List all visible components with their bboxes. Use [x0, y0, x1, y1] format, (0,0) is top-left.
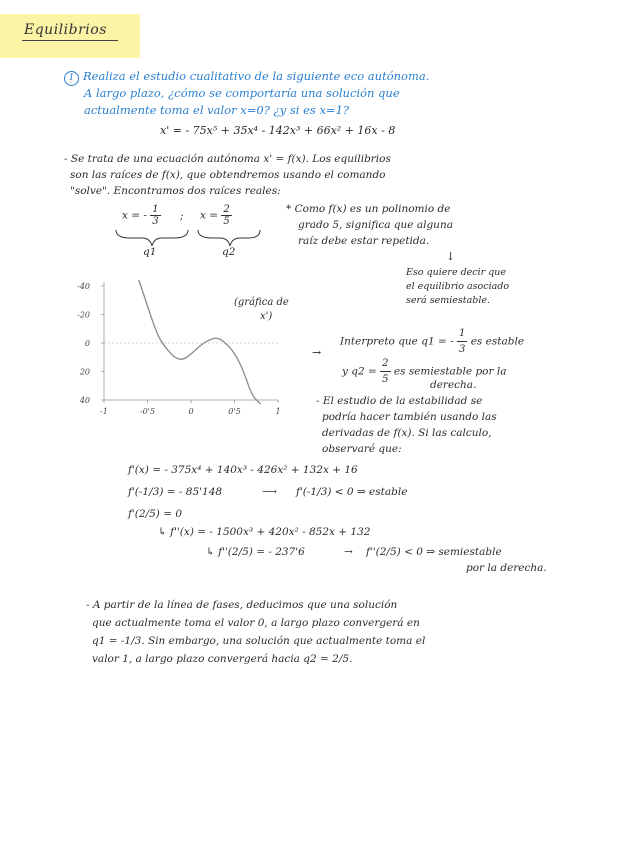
root-1-prefix: x = - [122, 209, 147, 222]
root-2-fraction [221, 204, 231, 227]
root-2-den: 5 [223, 216, 230, 227]
y-tick-label: 0 [84, 339, 90, 348]
second-derivative-eval: ↳ f''(2/5) = - 237'6 [206, 546, 305, 558]
interp-2-fraction [380, 356, 390, 387]
interpretation-line-2 [342, 356, 506, 387]
interpretation-line-1 [340, 326, 524, 357]
x-tick-label: 0'5 [228, 407, 241, 416]
interpretation-arrow: → [312, 346, 322, 359]
interp-1-den: 3 [459, 344, 466, 355]
interpretation-line-3: derecha. [430, 379, 477, 391]
second-derivative-arrow: → [344, 546, 353, 558]
xprime-graph [60, 272, 290, 422]
y-axis-ticks [77, 282, 104, 405]
root-1 [122, 204, 161, 227]
interp-1-fraction [457, 326, 467, 357]
side-note-line-3: raíz debe estar repetida. [298, 235, 430, 247]
root-1-den: 3 [152, 216, 159, 227]
second-derivative-result-2: por la derecha. [466, 562, 547, 574]
question-line-1 [64, 68, 429, 86]
question-line-2: A largo plazo, ¿cómo se comportaría una solución que [84, 86, 400, 100]
derivative-note-line-3: derivadas de f(x). Si las calculo, [322, 427, 492, 439]
brace-q1 [116, 230, 188, 246]
root-braces [110, 226, 270, 248]
side-note-line-1: * Como f(x) es un polinomio de [286, 203, 451, 215]
interp-2-num: 2 [380, 356, 390, 372]
interp-2-suffix: es semiestable por la [393, 365, 507, 378]
derivative-1: f'(x) = - 375x⁴ + 140x³ - 426x² + 132x + 16 [128, 464, 358, 476]
x-axis-ticks [100, 400, 280, 416]
conclusion-line-2: que actualmente toma el valor 0, a largo plazo convergerá en [92, 617, 420, 629]
x-tick-label: -0'5 [139, 407, 156, 416]
derivative-note-line-1: - El estudio de la estabilidad se [316, 395, 483, 407]
root-1-num: 1 [152, 204, 159, 215]
conclusion-line-4: valor 1, a largo plazo convergerá hacia q2 = 2/5. [92, 653, 353, 665]
label-q1: q1 [143, 246, 157, 258]
second-derivative-result: f''(2/5) < 0 ⇒ semiestable [366, 546, 502, 558]
derivative-eval-2: f'(2/5) = 0 [128, 508, 183, 520]
interp-2-prefix: y q2 = [342, 365, 377, 378]
brace-q2 [198, 230, 260, 246]
question-number: 1 [64, 71, 79, 86]
x-tick-label: 1 [275, 407, 281, 416]
side-note-arrow: ↓ [446, 250, 456, 263]
side-note-line-2: grado 5, significa que alguna [298, 219, 453, 231]
y-tick-label: 20 [79, 367, 90, 377]
derivative-note-line-2: podría hacer también usando las [322, 411, 497, 423]
derivative-eval-1-result: f'(-1/3) < 0 ⇒ estable [296, 486, 408, 498]
derivative-eval-1: f'(-1/3) = - 85'148 [128, 486, 223, 498]
derivative-note-line-4: observaré que: [322, 443, 402, 455]
y-tick-label: -20 [77, 310, 90, 320]
interp-1-prefix: Interpreto que q1 = - [340, 335, 454, 348]
side-note-line-5: el equilibrio asociado [406, 281, 510, 292]
interp-1-suffix: es estable [470, 335, 525, 348]
page-title: Equilibrios [24, 22, 107, 38]
graph-label-2: x') [260, 311, 273, 322]
side-note-line-4: Eso quiere decir que [406, 267, 507, 278]
x-tick-label: -1 [100, 407, 108, 416]
derivative-eval-1-arrow: ⟶ [262, 486, 278, 498]
side-note-line-6: será semiestable. [406, 295, 491, 306]
question-text-1: Realiza el estudio cualitativo de la siguiente eco autónoma. [83, 69, 430, 83]
y-tick-label: -40 [77, 282, 90, 291]
root-1-fraction [150, 204, 160, 227]
root-2-prefix: x = [200, 209, 219, 222]
intro-line-2: son las raíces de f(x), que obtendremos usando el comando [70, 169, 386, 181]
root-separator: ; [180, 210, 184, 222]
second-derivative: ↳ f''(x) = - 1500x³ + 420x² - 852x + 132 [158, 526, 371, 538]
intro-line-3: "solve". Encontramos dos raíces reales: [70, 185, 281, 197]
interp-2-den: 5 [382, 374, 389, 385]
interp-1-num: 1 [457, 326, 467, 342]
root-2 [200, 204, 232, 227]
y-tick-label: 40 [79, 396, 90, 405]
title-underline [22, 40, 118, 41]
x-tick-label: 0 [188, 407, 194, 416]
question-equation: x' = - 75x⁵ + 35x⁴ - 142x³ + 66x² + 16x - 8 [160, 124, 396, 137]
graph-label-1: (gráfica de [234, 297, 289, 308]
question-line-3: actualmente toma el valor x=0? ¿y si es x=1? [84, 103, 350, 117]
conclusion-line-1: - A partir de la línea de fases, deducimos que una solución [86, 599, 398, 611]
conclusion-line-3: q1 = -1/3. Sin embargo, una solución que actualmente toma el [92, 635, 426, 647]
root-2-num: 2 [223, 204, 230, 215]
intro-line-1: - Se trata de una ecuación autónoma x' = f(x). Los equilibrios [64, 153, 391, 165]
label-q2: q2 [222, 246, 236, 258]
